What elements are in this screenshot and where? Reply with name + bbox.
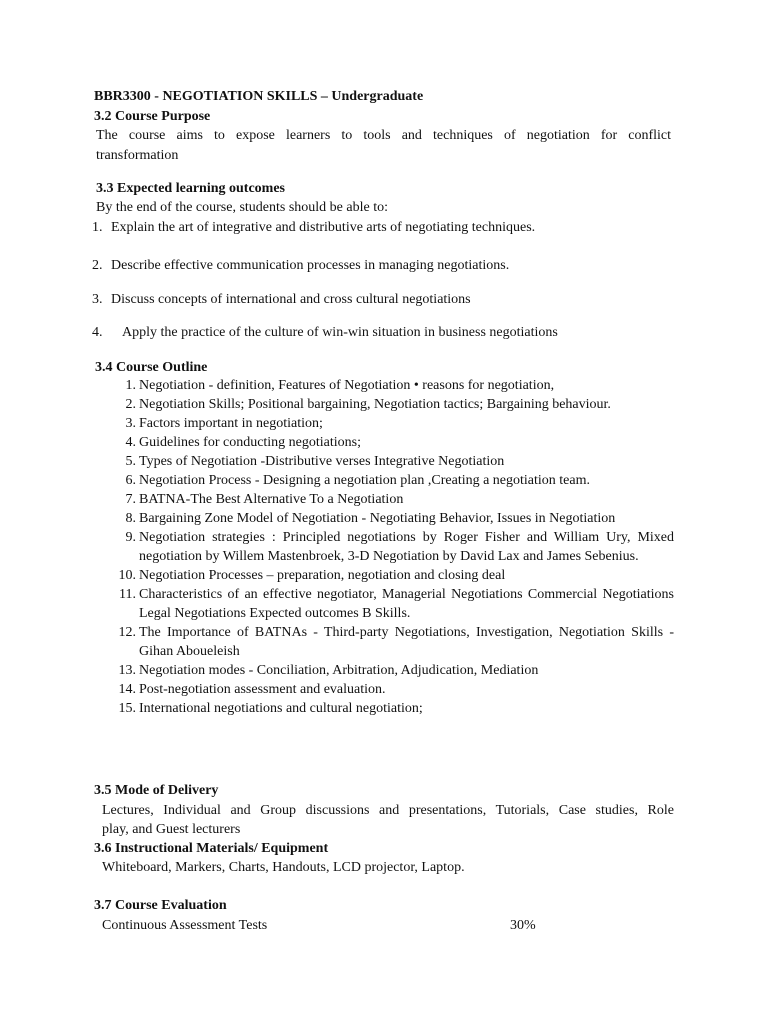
outline-item bbox=[112, 376, 674, 395]
outcomes-heading: 3.3 Expected learning outcomes bbox=[96, 181, 285, 196]
outline-item bbox=[112, 680, 674, 699]
outcome-text: Explain the art of integrative and distributive arts of negotiating techniques. bbox=[111, 220, 536, 235]
delivery-heading: 3.5 Mode of Delivery bbox=[94, 783, 219, 798]
outline-text: Negotiation - definition, Features of Negotiation • reasons for negotiation, bbox=[139, 378, 555, 393]
outline-text: Bargaining Zone Model of Negotiation - Negotiating Behavior, Issues in Negotiation bbox=[139, 511, 616, 526]
outline-number: 2. bbox=[125, 397, 136, 412]
outline-item bbox=[112, 471, 674, 490]
outline-text: Negotiation Process - Designing a negotiation plan ,Creating a negotiation team. bbox=[139, 473, 591, 488]
outline-text: The Importance of BATNAs - Third-party Negotiations, Investigation, Negotiation Skills - Gihan Aboueleish bbox=[139, 625, 674, 659]
evaluation-label: Continuous Assessment Tests bbox=[102, 918, 268, 933]
outline-item bbox=[112, 433, 674, 452]
materials-text: Whiteboard, Markers, Charts, Handouts, LCD projector, Laptop. bbox=[102, 860, 465, 875]
outline-text: Characteristics of an effective negotiator, Managerial Negotiations Commercial Negotiations Legal Negotiations Expected outcomes B Skills. bbox=[139, 587, 674, 621]
outline-number: 7. bbox=[125, 492, 136, 507]
outline-item bbox=[112, 661, 674, 680]
outcomes-intro: By the end of the course, students should be able to: bbox=[96, 200, 388, 215]
outline-number: 9. bbox=[125, 530, 136, 545]
outline-item bbox=[112, 585, 674, 623]
outline-text: Types of Negotiation -Distributive verses Integrative Negotiation bbox=[139, 454, 505, 469]
course-title: BBR3300 - NEGOTIATION SKILLS – Undergraduate bbox=[94, 89, 424, 104]
evaluation-row bbox=[102, 916, 562, 935]
outline-number: 10. bbox=[118, 568, 136, 583]
outcome-item bbox=[92, 290, 471, 309]
outline-number: 11. bbox=[119, 587, 136, 602]
outline-item bbox=[112, 509, 674, 528]
outline-item bbox=[112, 490, 674, 509]
purpose-text-line-1: The course aims to expose learners to tools and techniques of negotiation for conflict bbox=[96, 128, 671, 143]
outline-text: Factors important in negotiation; bbox=[139, 416, 323, 431]
outline-item bbox=[112, 395, 674, 414]
outline-item bbox=[112, 699, 674, 718]
outline-item bbox=[112, 528, 674, 566]
outline-number: 15. bbox=[118, 701, 136, 716]
outline-number: 1. bbox=[125, 378, 136, 393]
course-outline-list bbox=[112, 376, 674, 718]
outline-item bbox=[112, 623, 674, 661]
outline-item bbox=[112, 414, 674, 433]
outline-text: Negotiation Processes – preparation, negotiation and closing deal bbox=[139, 568, 506, 583]
outcome-number: 3. bbox=[92, 292, 103, 307]
outcome-number: 1. bbox=[92, 220, 103, 235]
outline-item bbox=[112, 452, 674, 471]
outline-text: Negotiation modes - Conciliation, Arbitration, Adjudication, Mediation bbox=[139, 663, 539, 678]
outcome-item bbox=[92, 323, 558, 342]
outcome-number: 2. bbox=[92, 258, 103, 273]
purpose-text-line-2: transformation bbox=[96, 148, 179, 163]
outline-number: 14. bbox=[118, 682, 136, 697]
outcome-number: 4. bbox=[92, 325, 103, 340]
outline-number: 8. bbox=[125, 511, 136, 526]
outline-text: Negotiation strategies : Principled negotiations by Roger Fisher and William Ury, Mixed negotiation by Willem Mastenbroek, 3-D Negotiation by David Lax and James Sebenius. bbox=[139, 530, 674, 564]
outline-number: 5. bbox=[125, 454, 136, 469]
delivery-text-line-2: play, and Guest lecturers bbox=[102, 822, 241, 837]
outline-text: Negotiation Skills; Positional bargaining, Negotiation tactics; Bargaining behaviour. bbox=[139, 397, 611, 412]
outline-text: BATNA-The Best Alternative To a Negotiation bbox=[139, 492, 404, 507]
purpose-heading: 3.2 Course Purpose bbox=[94, 109, 211, 124]
outline-number: 13. bbox=[118, 663, 136, 678]
delivery-text-line-1: Lectures, Individual and Group discussions and presentations, Tutorials, Case studies, Role bbox=[102, 803, 674, 818]
outline-text: Guidelines for conducting negotiations; bbox=[139, 435, 362, 450]
outline-number: 12. bbox=[118, 625, 136, 640]
outcome-text: Describe effective communication processes in managing negotiations. bbox=[111, 258, 510, 273]
outline-number: 3. bbox=[125, 416, 136, 431]
outline-item bbox=[112, 566, 674, 585]
evaluation-heading: 3.7 Course Evaluation bbox=[94, 898, 227, 913]
materials-heading: 3.6 Instructional Materials/ Equipment bbox=[94, 841, 329, 856]
outcome-text: Apply the practice of the culture of win-win situation in business negotiations bbox=[122, 325, 558, 340]
outcome-text: Discuss concepts of international and cross cultural negotiations bbox=[111, 292, 471, 307]
outline-heading: 3.4 Course Outline bbox=[95, 360, 208, 375]
evaluation-value: 30% bbox=[510, 918, 536, 933]
outcome-item bbox=[92, 256, 509, 275]
outline-number: 6. bbox=[125, 473, 136, 488]
outline-number: 4. bbox=[125, 435, 136, 450]
outline-text: Post-negotiation assessment and evaluation. bbox=[139, 682, 386, 697]
outcome-item bbox=[92, 218, 535, 237]
outline-text: International negotiations and cultural negotiation; bbox=[139, 701, 423, 716]
